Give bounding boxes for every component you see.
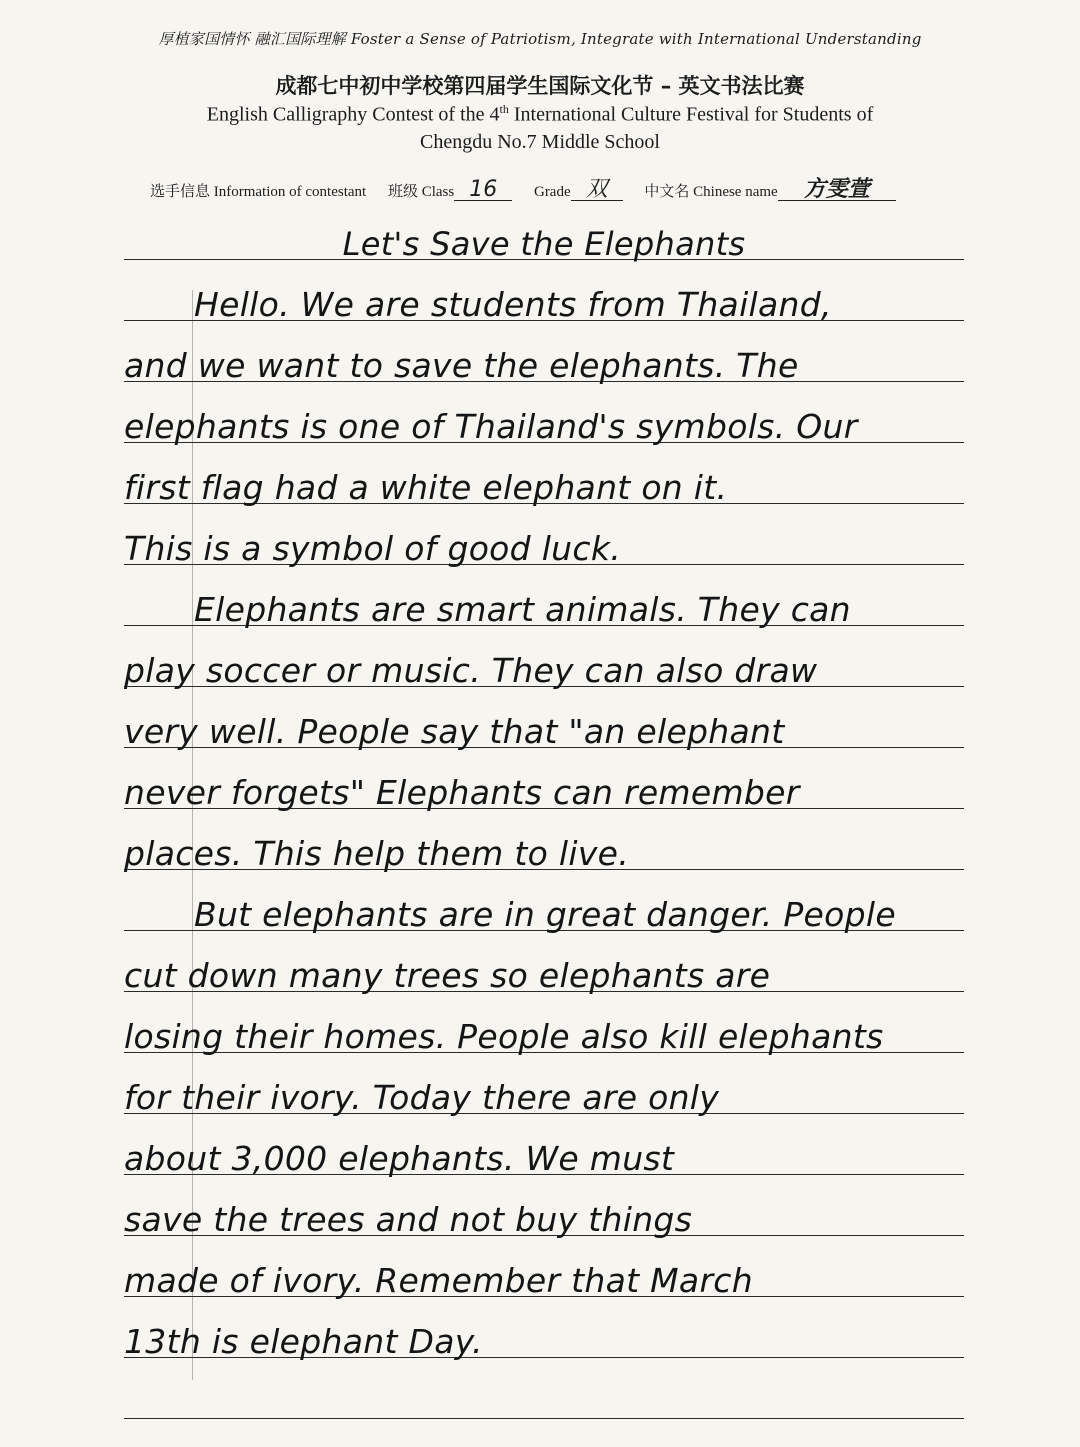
essay-line: about 3,000 elephants. We must	[124, 1139, 675, 1178]
school-motto: 厚植家国情怀 融汇国际理解 Foster a Sense of Patriotism, Integrate with International Understanding	[158, 30, 922, 48]
grade-label: Grade	[533, 184, 571, 200]
essay-line: cut down many trees so elephants are	[124, 956, 771, 995]
essay-line: save the trees and not buy things	[124, 1200, 693, 1239]
essay-line: first flag had a white elephant on it.	[124, 468, 728, 507]
essay-line: never forgets" Elephants can remember	[124, 773, 800, 812]
essay-line: But elephants are in great danger. People	[194, 895, 896, 934]
info-label: 选手信息 Information of contestant	[150, 184, 367, 200]
essay-line: play soccer or music. They can also draw	[124, 651, 818, 690]
class-label: 班级 Class	[387, 184, 455, 200]
essay-line: elephants is one of Thailand's symbols. Our	[124, 407, 858, 446]
contest-title-english-part2: International Culture Festival for Students of	[508, 103, 874, 126]
chinese-name-field: 方雯萱	[778, 180, 896, 201]
class-field: 16	[454, 180, 512, 201]
grade-field: 双	[571, 180, 623, 201]
contest-title-ordinal-suffix: th	[499, 102, 509, 116]
essay-line: made of ivory. Remember that March	[124, 1261, 753, 1300]
chinese-name-label: 中文名 Chinese name	[644, 184, 778, 200]
essay-line: This is a symbol of good luck.	[124, 529, 622, 568]
essay-line: Elephants are smart animals. They can	[194, 590, 851, 629]
essay-line: Hello. We are students from Thailand,	[194, 285, 832, 324]
ruled-line	[124, 1418, 964, 1419]
contest-title-english-part1: English Calligraphy Contest of the 4	[206, 103, 500, 126]
essay-line: 13th is elephant Day.	[124, 1322, 483, 1361]
essay-title: Let's Save the Elephants	[342, 225, 746, 263]
essay-line: and we want to save the elephants. The	[124, 346, 799, 385]
contest-title-chinese: 成都七中初中学校第四届学生国际文化节 – 英文书法比赛	[275, 74, 805, 98]
essay-line: very well. People say that "an elephant	[124, 712, 785, 751]
essay-line: for their ivory. Today there are only	[124, 1078, 720, 1117]
essay-line: places. This help them to live.	[124, 834, 630, 873]
essay-line: losing their homes. People also kill elephants	[124, 1017, 884, 1056]
school-name: Chengdu No.7 Middle School	[420, 131, 660, 153]
